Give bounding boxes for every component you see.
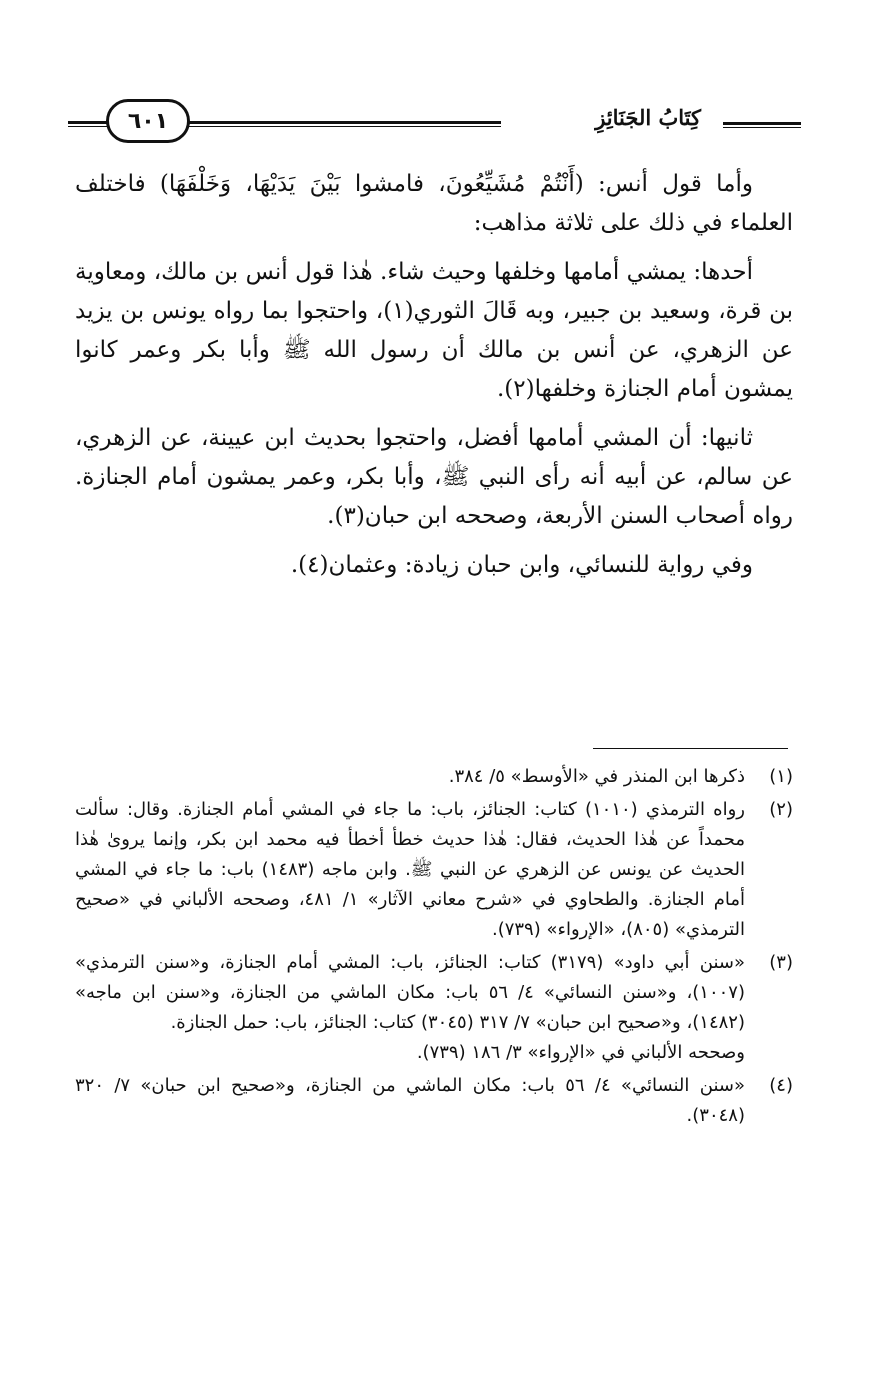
footnote-body xyxy=(75,1071,745,1131)
footnote-number: (١) xyxy=(769,766,793,787)
footnote-2 xyxy=(75,795,793,945)
footnote-line: «سنن أبي داود» (٣١٧٩) كتاب: الجنائز، باب: المشي أمام الجنازة، و«سنن الترمذي» (١٠٠٧)، و«سنن النسائي» ٤/ ٥٦ باب: مكان الماشي من الجنازة، و«سنن ابن ماجه» (١٤٨٢)، و«صحيح ابن حبان» ٧/ ٣١٧ (٣٠٤٥) كتاب: الجنائز، باب: حمل الجنازة. xyxy=(75,952,745,1033)
footnote-number: (٣) xyxy=(769,952,793,973)
footnote-1 xyxy=(75,762,793,792)
header-rule-middle xyxy=(188,121,501,127)
paragraph-4: وفي رواية للنسائي، وابن حبان زيادة: وعثمان(٤). xyxy=(290,552,753,578)
footnote-line: «سنن النسائي» ٤/ ٥٦ باب: مكان الماشي من الجنازة، و«صحيح ابن حبان» ٧/ ٣٢٠ (٣٠٤٨). xyxy=(75,1075,745,1126)
footnote-4 xyxy=(75,1071,793,1131)
book-title: كِتَابُ الجَنَائِزِ xyxy=(595,105,701,130)
footnote-body xyxy=(75,762,745,792)
footnote-separator xyxy=(593,748,788,749)
footnote-3 xyxy=(75,948,793,1068)
footnote-number: (٢) xyxy=(769,799,793,820)
page-number: ٦٠١ xyxy=(106,99,190,143)
paragraph-1: وأما قول أنس: (أَنْتُمْ مُشَيِّعُونَ، فامشوا بَيْنَ يَدَيْهَا، وَخَلْفَهَا) فاختلف العلماء في ذلك على ثلاثة مذاهب: xyxy=(75,171,793,236)
footnote-line: رواه الترمذي (١٠١٠) كتاب: الجنائز، باب: ما جاء في المشي أمام الجنازة. وقال: سألت محمداً عن هٰذا الحديث، فقال: هٰذا حديث خطأ أخطأ فيه محمد ابن بكر، وإنما يروىٰ هٰذا الحديث عن يونس عن الزهري عن النبي ﷺ. وابن ماجه (١٤٨٣) باب: ما جاء في المشي أمام الجنازة. والطحاوي في «شرح معاني الآثار» ١/ ٤٨١، وصححه الألباني في «صحيح الترمذي» (٨٠٥)، «الإرواء» (٧٣٩). xyxy=(75,799,746,940)
paragraph-3: ثانيها: أن المشي أمامها أفضل، واحتجوا بحديث ابن عيينة، عن الزهري، عن سالم، عن أبيه أنه رأى النبي ﷺ، وأبا بكر، وعمر يمشون أمام الجنازة. رواه أصحاب السنن الأربعة، وصححه ابن حبان(٣). xyxy=(75,425,793,529)
footnote-body xyxy=(75,795,745,945)
footnote-number: (٤) xyxy=(769,1075,793,1096)
running-header xyxy=(68,95,801,145)
main-text xyxy=(75,165,793,595)
footnotes xyxy=(75,762,793,1134)
paragraph-2: أحدها: يمشي أمامها وخلفها وحيث شاء. هٰذا قول أنس بن مالك، ومعاوية بن قرة، وسعيد بن جبير، وبه قَالَ الثوري(١)، واحتجوا بما رواه يونس بن يزيد عن الزهري، عن أنس بن مالك أن رسول الله ﷺ وأبا بكر وعمر كانوا يمشون أمام الجنازة وخلفها(٢). xyxy=(75,259,793,402)
footnote-line: ذكرها ابن المنذر في «الأوسط» ٥/ ٣٨٤. xyxy=(448,766,745,787)
header-rule-right xyxy=(723,122,801,128)
footnote-body xyxy=(75,948,745,1068)
footnote-line: وصححه الألباني في «الإرواء» ٣/ ١٨٦ (٧٣٩). xyxy=(416,1042,745,1063)
